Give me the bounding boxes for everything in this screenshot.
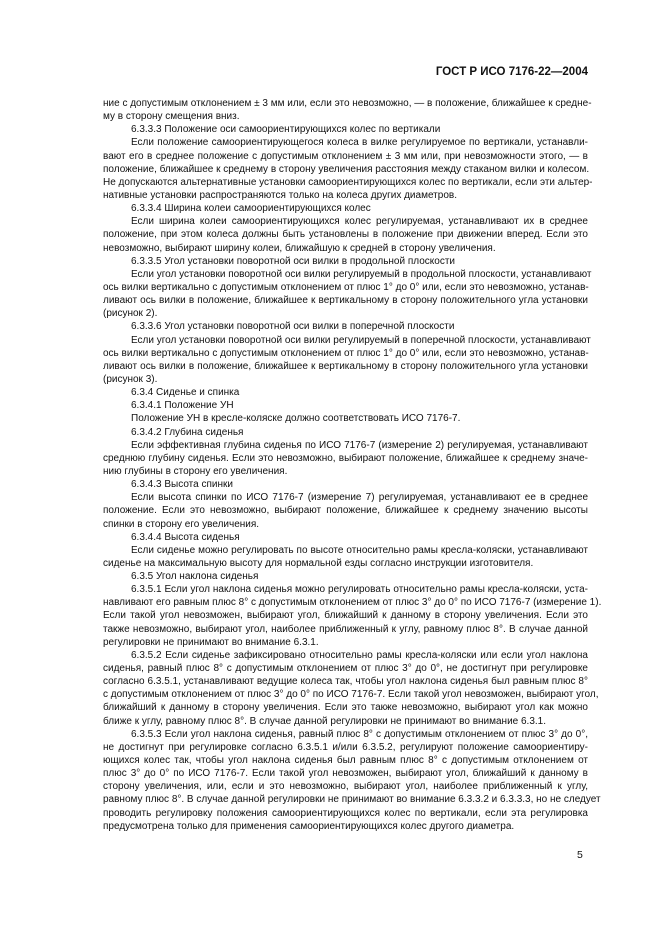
text-line: 6.3.5.2 Если сиденье зафиксировано относительно рамы кресла-коляски или если угол наклона [131, 649, 588, 661]
paragraph [103, 412, 588, 425]
text-line: ближе к углу, равному плюс 8°. В случае данной регулировки не принимают во внимание 6.3.1. [103, 715, 547, 727]
text-line: Не допускаются альтернативные установки самоориентирующихся колес по вертикали, если эти альтер- [103, 176, 593, 188]
paragraph [103, 491, 588, 530]
text-line: положение, при этом колеса должны быть установлены в положение при движении вперед. Если это [103, 229, 588, 241]
text-line: 6.3.3.6 Угол установки поворотной оси вилки в поперечной плоскости [131, 321, 455, 333]
text-line: предусмотрена только для применения самоориентирующихся колес другого диаметра. [103, 820, 515, 832]
text-line: вают его в среднее положение с допустимым отклонением ± 3 мм или, при невозможности этого, — в [103, 150, 588, 162]
document-body [103, 97, 602, 833]
text-line: невозможно, выбирают ширину колеи, ближайшую к средней в сторону увеличения. [103, 242, 496, 254]
paragraph [103, 255, 588, 268]
text-line: нативные установки распространяются только на колеса других диаметров. [103, 189, 457, 201]
document-header: ГОСТ Р ИСО 7176-22—2004 [435, 66, 588, 78]
text-line: Если ширина колеи самоориентирующихся колес регулируемая, устанавливают их в среднее [131, 216, 588, 228]
text-line: сторону увеличения, или, если и это невозможно, выбирают угол, наиболее приближенный к углу, [103, 781, 588, 793]
paragraph [103, 478, 588, 491]
text-line: Если эффективная глубина сиденья по ИСО 7176-7 (измерение 2) регулируемая, устанавливают [131, 439, 588, 451]
text-line: согласно 6.3.5.1, устанавливают ведущие колеса так, чтобы угол наклона сиденья был равным плюс 8° [103, 676, 588, 688]
text-line: ние с допустимым отклонением ± 3 мм или, если это невозможно, — в положение, ближайшее к средне- [103, 98, 592, 109]
paragraph [103, 439, 588, 478]
text-line: плюс 3° до 0° по ИСО 7176-7. Если такой угол невозможен, выбирают угол, ближайший к данному в [103, 768, 588, 780]
paragraph [103, 570, 588, 583]
text-line: 6.3.5 Угол наклона сиденья [131, 571, 259, 583]
paragraph [103, 215, 588, 254]
text-line: ось вилки вертикально с допустимым отклонением от плюс 1° до 0° или, если это невозможно, устанав- [103, 281, 589, 293]
text-line: Положение УН в кресле-коляске должно соответствовать ИСО 7176-7. [131, 413, 461, 425]
text-line: Если сиденье можно регулировать по высоте относительно рамы кресла-коляски, устанавливают [131, 544, 588, 556]
paragraph [103, 268, 592, 321]
text-line: также невозможно, выбирают угол, наиболее приближенный к углу, равному плюс 8°. В случае данной [103, 623, 588, 635]
text-line: сиденья, равный плюс 8° с допустимым отклонением от плюс 3° до 0°, не достигнут при регулировке [103, 663, 588, 675]
text-line: 6.3.3.5 Угол установки поворотной оси вилки в продольной плоскости [131, 255, 455, 267]
text-line: (рисунок 3). [103, 373, 158, 385]
page-number: 5 [577, 849, 583, 861]
paragraph [103, 544, 588, 570]
paragraph [103, 386, 588, 399]
paragraph [103, 426, 588, 439]
text-line: спинки в сторону его увеличения. [103, 518, 260, 530]
text-line: положение, ближайшее к среднему в сторону увеличения расстояния между стаканом вилки и колесом. [103, 163, 590, 175]
paragraph [103, 123, 588, 136]
text-line: Если такой угол невозможен, выбирают угол, ближайший к данному в сторону увеличения. Если это [103, 610, 588, 622]
text-line: ющихся колес так, чтобы угол наклона сиденья был равным плюс 8° с допустимым отклонением от [103, 755, 588, 767]
text-line: 6.3.3.4 Ширина колеи самоориентирующихся колес [131, 203, 371, 215]
text-line: 6.3.5.1 Если угол наклона сиденья можно регулировать относительно рамы кресла-коляски, уста- [131, 584, 588, 596]
text-line: среднюю глубину сиденья. Если это невозможно, выбирают положение, ближайшее к среднему значе- [103, 452, 588, 464]
paragraph [103, 202, 588, 215]
paragraph [103, 649, 599, 728]
paragraph [103, 399, 588, 412]
text-line: 6.3.4.2 Глубина сиденья [131, 426, 244, 438]
text-line: навливают его равным плюс 8° с допустимым отклонением от плюс 3° до 0° по ИСО 7176-7 (измерение 1). [103, 597, 602, 609]
paragraph [103, 136, 593, 202]
text-line: ливают ось вилки в положение, ближайшее к вертикальному в сторону положительного угла установки [103, 295, 588, 307]
text-line: Если угол установки поворотной оси вилки регулируемый в поперечной плоскости, устанавливают [131, 334, 591, 346]
text-line: Если высота спинки по ИСО 7176-7 (измерение 7) регулируемая, устанавливают ее в среднее [131, 492, 588, 504]
paragraph [103, 583, 602, 649]
paragraph [103, 728, 601, 833]
text-line: Если положение самоориентирующегося колеса в вилке регулируемое по вертикали, устанавли- [131, 137, 588, 149]
text-line: с допустимым отклонением от плюс 3° до 0° по ИСО 7176-7. Если такой угол невозможен, выбирают угол, [103, 689, 599, 701]
text-line: му в сторону смещения вниз. [103, 111, 240, 123]
text-line: нию глубины в сторону его увеличения. [103, 465, 288, 477]
paragraph [103, 531, 588, 544]
text-line: 6.3.4 Сиденье и спинка [131, 387, 240, 399]
text-line: проводить регулировку положения самоориентирующихся колес по вертикали, если эта регулировка [103, 807, 588, 819]
text-line: 6.3.4.3 Высота спинки [131, 479, 233, 491]
text-line: положение. Если это невозможно, выбирают положение, ближайшее к среднему значению высоты [103, 505, 588, 517]
text-line: 6.3.3.3 Положение оси самоориентирующихся колес по вертикали [131, 124, 441, 136]
text-line: 6.3.4.1 Положение УН [131, 400, 234, 412]
paragraph [103, 97, 592, 123]
paragraph [103, 334, 591, 387]
text-line: ближайший к данному в сторону увеличения. Если это также невозможно, выбирают угол как можно [103, 702, 588, 714]
text-line: ось вилки вертикально с допустимым отклонением от плюс 1° до 0° или, если это невозможно, устанав- [103, 347, 589, 359]
text-line: (рисунок 2). [103, 308, 158, 320]
text-line: 6.3.5.3 Если угол наклона сиденья, равный плюс 8° с допустимым отклонением от плюс 3° до 0°, [131, 728, 588, 740]
text-line: регулировки не принимают во внимание 6.3.1. [103, 636, 319, 648]
text-line: 6.3.4.4 Высота сиденья [131, 531, 240, 543]
text-line: сиденье на максимальную высоту для нормальной езды согласно инструкции изготовителя. [103, 557, 534, 569]
paragraph [103, 320, 588, 333]
text-line: равному плюс 8°. В случае данной регулировки не принимают во внимание 6.3.3.2 и 6.3.3.3, но не следует [103, 794, 601, 806]
text-line: ливают ось вилки в положение, ближайшее к вертикальному в сторону положительного угла установки [103, 360, 588, 372]
text-line: не достигнут при регулировке согласно 6.3.5.1 и/или 6.3.5.2, регулируют положение самоориентиру- [103, 741, 588, 753]
text-line: Если угол установки поворотной оси вилки регулируемый в продольной плоскости, устанавливают [131, 268, 592, 280]
